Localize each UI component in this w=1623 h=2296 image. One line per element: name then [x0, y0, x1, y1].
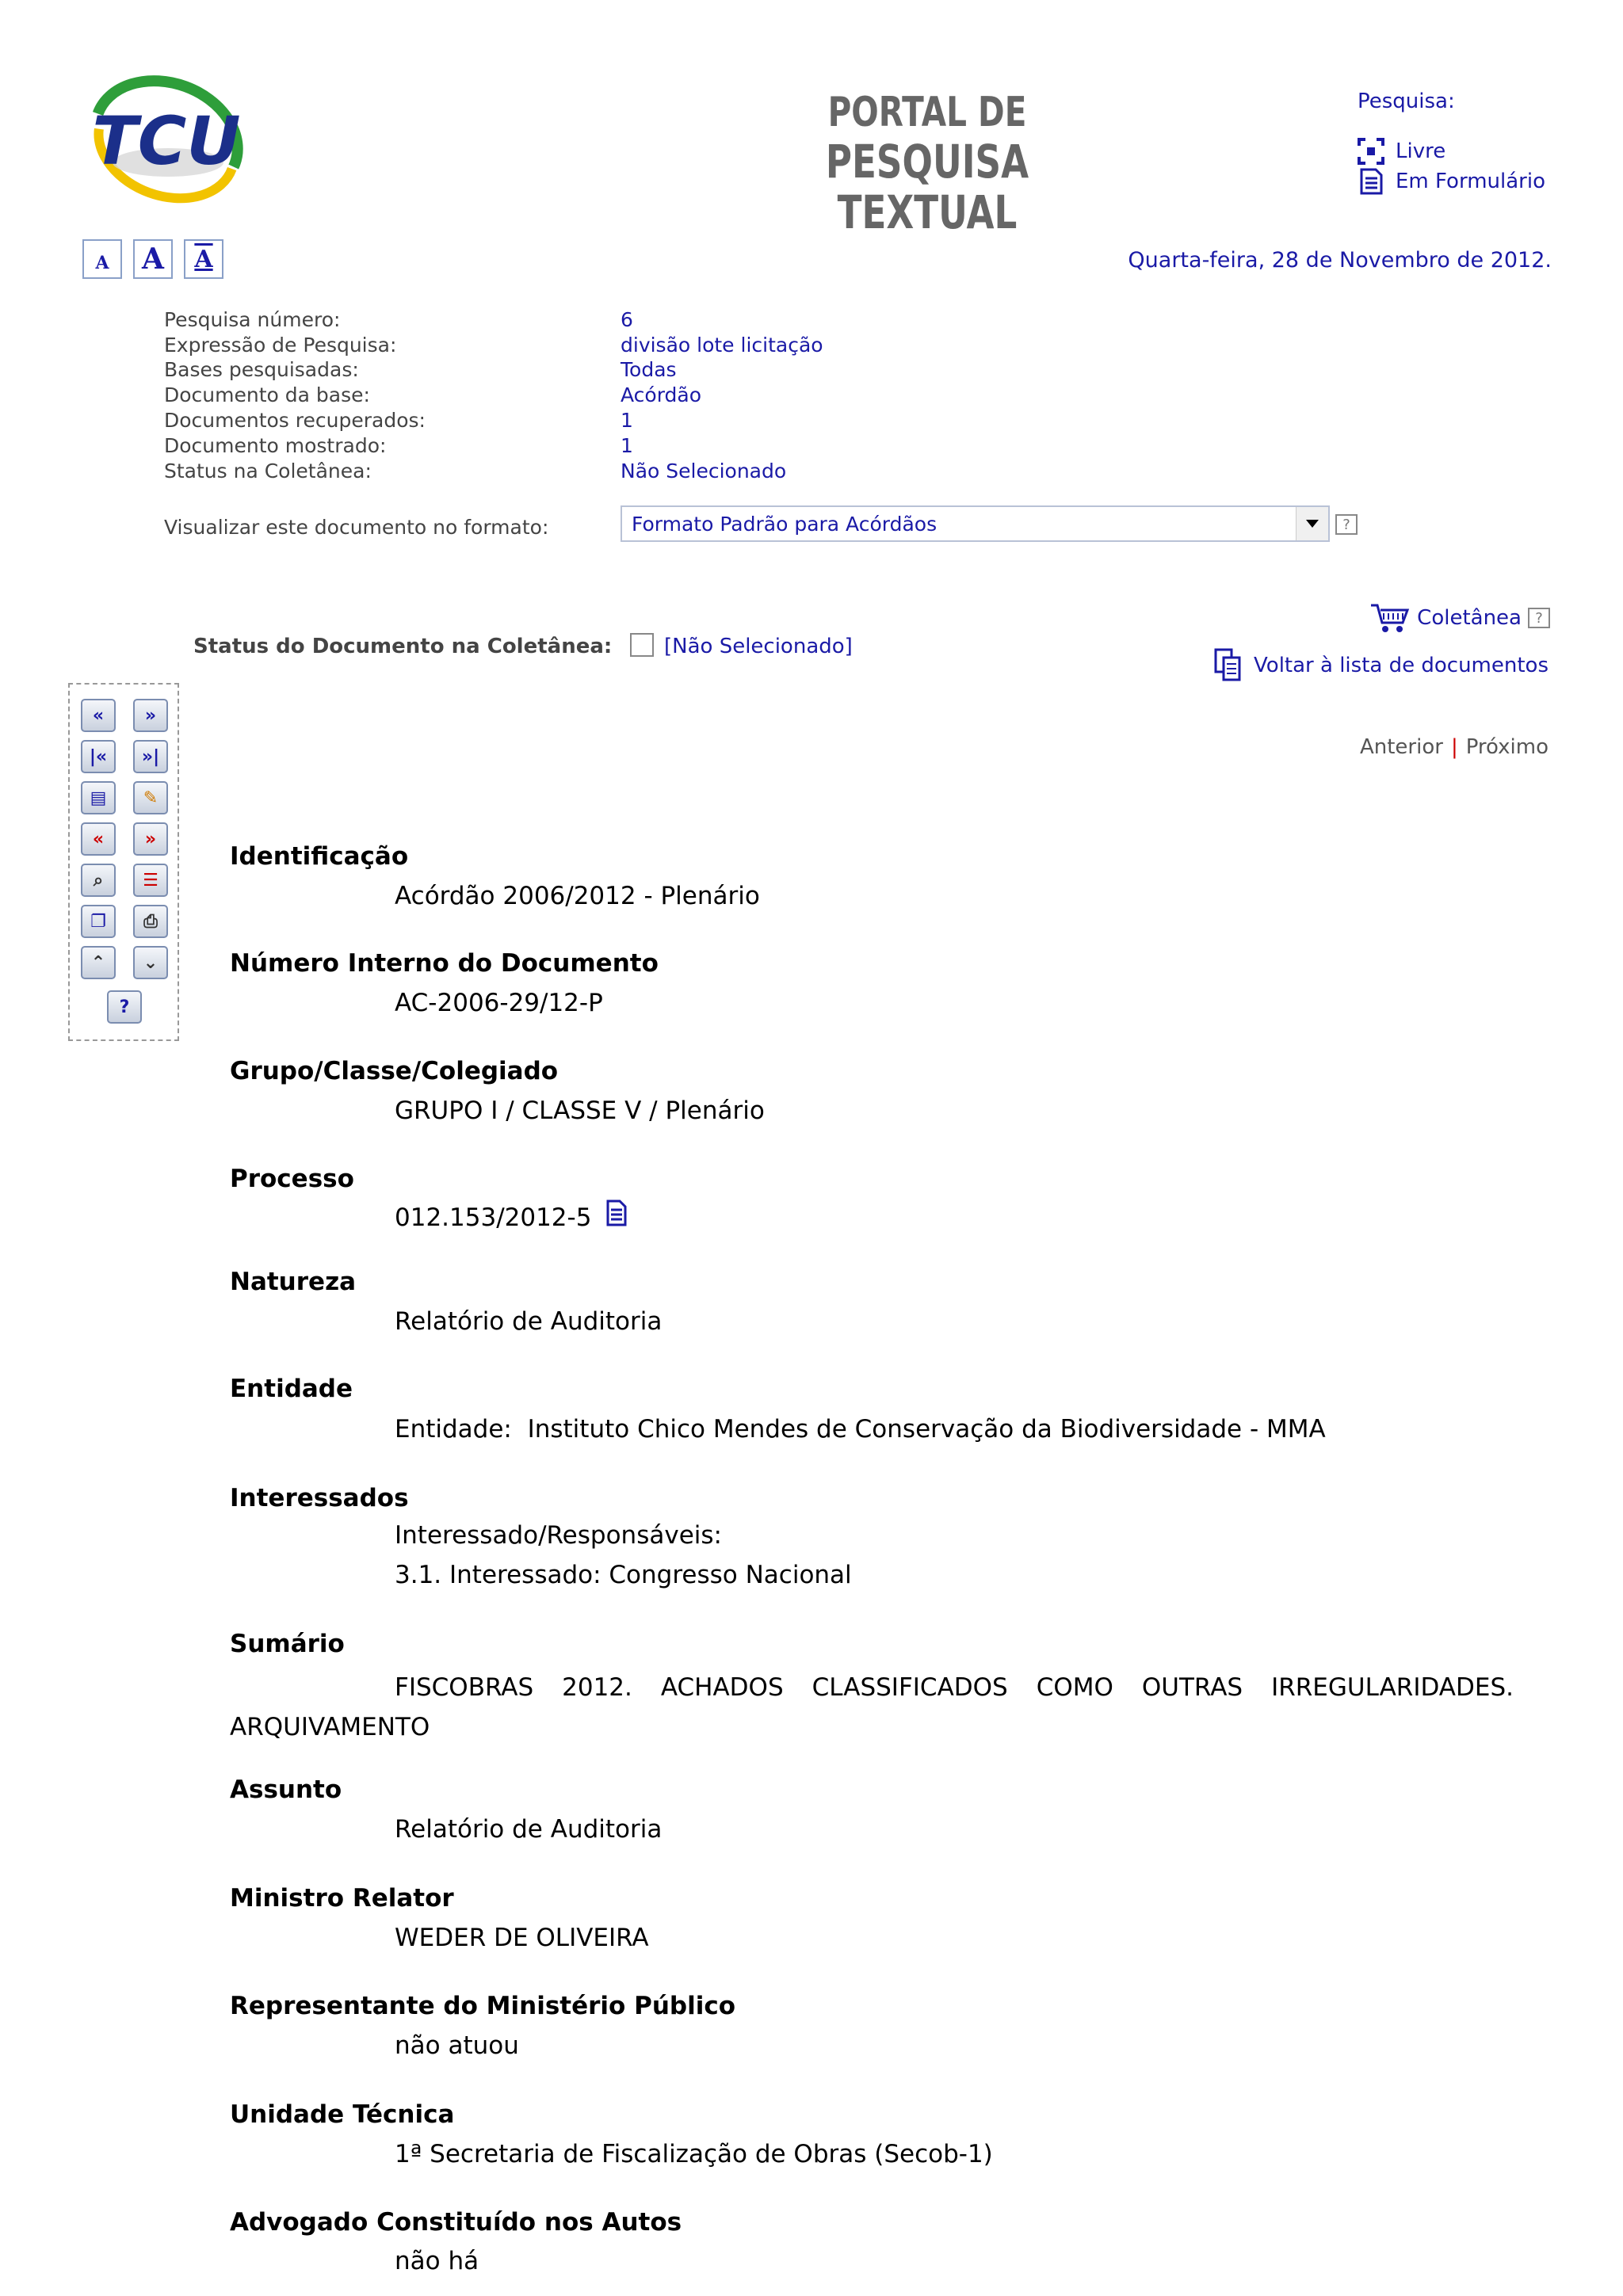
scroll-up-button[interactable]	[81, 946, 116, 979]
current-date: Quarta-feira, 28 de Novembro de 2012.	[1128, 248, 1552, 273]
portal-title-line1: PORTAL DE	[827, 89, 1027, 136]
copy-icon: ❐	[90, 911, 106, 932]
info-value-recuperados: 1	[621, 409, 633, 432]
info-label-pesquisa-numero: Pesquisa número:	[164, 308, 341, 331]
info-label-recuperados: Documentos recuperados:	[164, 409, 426, 432]
section-title-entidade: Entidade	[230, 1375, 353, 1403]
next-term-button[interactable]	[133, 822, 168, 856]
voltar-lista-link[interactable]	[1214, 648, 1549, 683]
section-title-assunto: Assunto	[230, 1775, 342, 1804]
section-value-unidade-tecnica: 1ª Secretaria de Fiscalização de Obras (Secob-1)	[395, 2140, 993, 2168]
info-label-documento-base: Documento da base:	[164, 383, 370, 406]
section-value-entidade: Entidade: Instituto Chico Mendes de Conservação da Biodiversidade - MMA	[395, 1415, 1326, 1444]
status-coletanea-checkbox[interactable]	[630, 633, 654, 657]
format-help-icon[interactable]: ?	[1335, 514, 1358, 535]
section-title-numero-interno: Número Interno do Documento	[230, 949, 659, 978]
format-select[interactable]	[621, 505, 1330, 542]
coletanea-help-icon[interactable]: ?	[1528, 608, 1550, 628]
livre-icon	[1358, 138, 1384, 165]
previous-term-button[interactable]	[81, 822, 116, 856]
section-value-advogado: não há	[395, 2247, 479, 2275]
next-document-button[interactable]	[133, 699, 168, 732]
font-size-tools	[82, 239, 223, 279]
info-label-expressao: Expressão de Pesquisa:	[164, 334, 397, 357]
scroll-down-button[interactable]	[133, 946, 168, 979]
section-title-ministro-relator: Ministro Relator	[230, 1884, 454, 1913]
section-title-identificacao: Identificação	[230, 842, 409, 871]
section-value-natureza: Relatório de Auditoria	[395, 1307, 663, 1336]
highlight-icon: ✎	[143, 788, 158, 808]
section-value-interessados-2: 3.1. Interessado: Congresso Nacional	[395, 1561, 852, 1589]
section-title-interessados: Interessados	[230, 1484, 409, 1512]
document-navigation	[1360, 735, 1549, 759]
nav-separator: |	[1450, 735, 1458, 759]
print-icon: ⎙	[143, 911, 158, 932]
coletanea-label[interactable]: Coletânea	[1417, 606, 1522, 630]
status-coletanea-value[interactable]: [Não Selecionado]	[664, 635, 853, 658]
font-increase-button[interactable]	[133, 239, 173, 279]
proximo-link[interactable]: Próximo	[1465, 735, 1549, 759]
section-value-processo-row	[395, 1203, 628, 1232]
document-list-icon	[1214, 648, 1241, 683]
previous-term-icon: «	[92, 829, 105, 849]
section-title-advogado: Advogado Constituído nos Autos	[230, 2208, 682, 2237]
document-toolbar	[68, 683, 179, 1041]
info-value-pesquisa-numero: 6	[621, 308, 633, 331]
format-label: Visualizar este documento no formato:	[164, 516, 549, 539]
format-selected-value: Formato Padrão para Acórdãos	[632, 512, 938, 536]
font-reset-icon: A	[194, 245, 213, 273]
coletanea-link[interactable]	[1369, 602, 1550, 634]
print-button[interactable]	[133, 905, 168, 938]
section-value-numero-interno: AC-2006-29/12-P	[395, 989, 603, 1017]
tcu-logo	[87, 75, 250, 210]
info-label-status-coletanea: Status na Coletânea:	[164, 460, 372, 482]
search-icon: ⌕	[93, 870, 104, 891]
pesquisa-label: Pesquisa:	[1358, 90, 1455, 113]
section-title-grupo-classe: Grupo/Classe/Colegiado	[230, 1057, 559, 1085]
section-value-processo: 012.153/2012-5	[395, 1203, 592, 1232]
pesquisa-formulario-label[interactable]: Em Formulário	[1396, 170, 1545, 193]
section-title-unidade-tecnica: Unidade Técnica	[230, 2100, 455, 2129]
pesquisa-livre-label[interactable]: Livre	[1396, 139, 1446, 163]
compare-button[interactable]	[81, 781, 116, 814]
section-value-sumario: FISCOBRAS 2012. ACHADOS CLASSIFICADOS COMO OUTRAS IRREGULARIDADES. ARQUIVAMENTO	[230, 1673, 1514, 1741]
info-label-mostrado: Documento mostrado:	[164, 434, 387, 457]
info-value-bases: Todas	[621, 358, 677, 381]
section-value-representante-mp: não atuou	[395, 2031, 519, 2060]
font-reset-button[interactable]	[184, 239, 223, 279]
font-decrease-button[interactable]	[82, 239, 122, 279]
section-title-sumario: Sumário	[230, 1630, 345, 1658]
highlight-button[interactable]	[133, 781, 168, 814]
scroll-up-icon: ⌃	[90, 952, 106, 973]
info-value-documento-base: Acórdão	[621, 383, 702, 406]
next-term-icon: »	[144, 829, 157, 849]
terms-icon: ☰	[143, 870, 158, 891]
logo-text: TCU	[92, 102, 241, 180]
font-decrease-icon: A	[95, 253, 109, 273]
portal-title-line2: PESQUISA TEXTUAL	[825, 135, 1029, 239]
previous-document-button[interactable]	[81, 699, 116, 732]
cart-icon	[1369, 602, 1411, 634]
font-increase-icon: A	[142, 242, 164, 276]
anterior-link[interactable]: Anterior	[1359, 735, 1443, 759]
last-icon: »|	[141, 746, 160, 767]
section-value-assunto: Relatório de Auditoria	[395, 1815, 663, 1844]
section-value-grupo-classe: GRUPO I / CLASSE V / Plenário	[395, 1097, 765, 1125]
last-document-button[interactable]	[133, 740, 168, 773]
compare-icon: ▤	[90, 788, 107, 808]
search-in-document-button[interactable]	[81, 864, 116, 897]
section-value-ministro-relator: WEDER DE OLIVEIRA	[395, 1924, 649, 1952]
status-coletanea-label: Status do Documento na Coletânea:	[193, 635, 613, 658]
section-title-representante-mp: Representante do Ministério Público	[230, 1992, 736, 2020]
portal-title	[748, 89, 1106, 238]
voltar-lista-label[interactable]: Voltar à lista de documentos	[1254, 654, 1549, 677]
first-document-button[interactable]	[81, 740, 116, 773]
info-value-expressao: divisão lote licitação	[621, 334, 823, 357]
section-value-interessados-1: Interessado/Responsáveis:	[395, 1521, 722, 1550]
terms-list-button[interactable]	[133, 864, 168, 897]
chevron-down-icon[interactable]	[1296, 507, 1328, 540]
help-icon: ?	[119, 997, 130, 1017]
section-title-processo: Processo	[230, 1165, 354, 1193]
scroll-down-icon: ⌄	[143, 952, 158, 973]
section-value-identificacao: Acórdão 2006/2012 - Plenário	[395, 882, 760, 910]
pesquisa-livre-link[interactable]	[1358, 138, 1445, 165]
info-value-status-coletanea: Não Selecionado	[621, 460, 787, 482]
first-icon: |«	[89, 746, 108, 767]
formulario-icon	[1358, 168, 1384, 195]
info-value-mostrado: 1	[621, 434, 633, 457]
copy-document-button[interactable]	[81, 905, 116, 938]
next-icon: »	[144, 705, 157, 726]
info-label-bases: Bases pesquisadas:	[164, 358, 359, 381]
previous-icon: «	[92, 705, 105, 726]
pesquisa-formulario-link[interactable]	[1358, 168, 1545, 195]
processo-document-icon[interactable]	[605, 1199, 628, 1226]
section-title-natureza: Natureza	[230, 1268, 357, 1296]
toolbar-help-button[interactable]	[107, 990, 142, 1024]
